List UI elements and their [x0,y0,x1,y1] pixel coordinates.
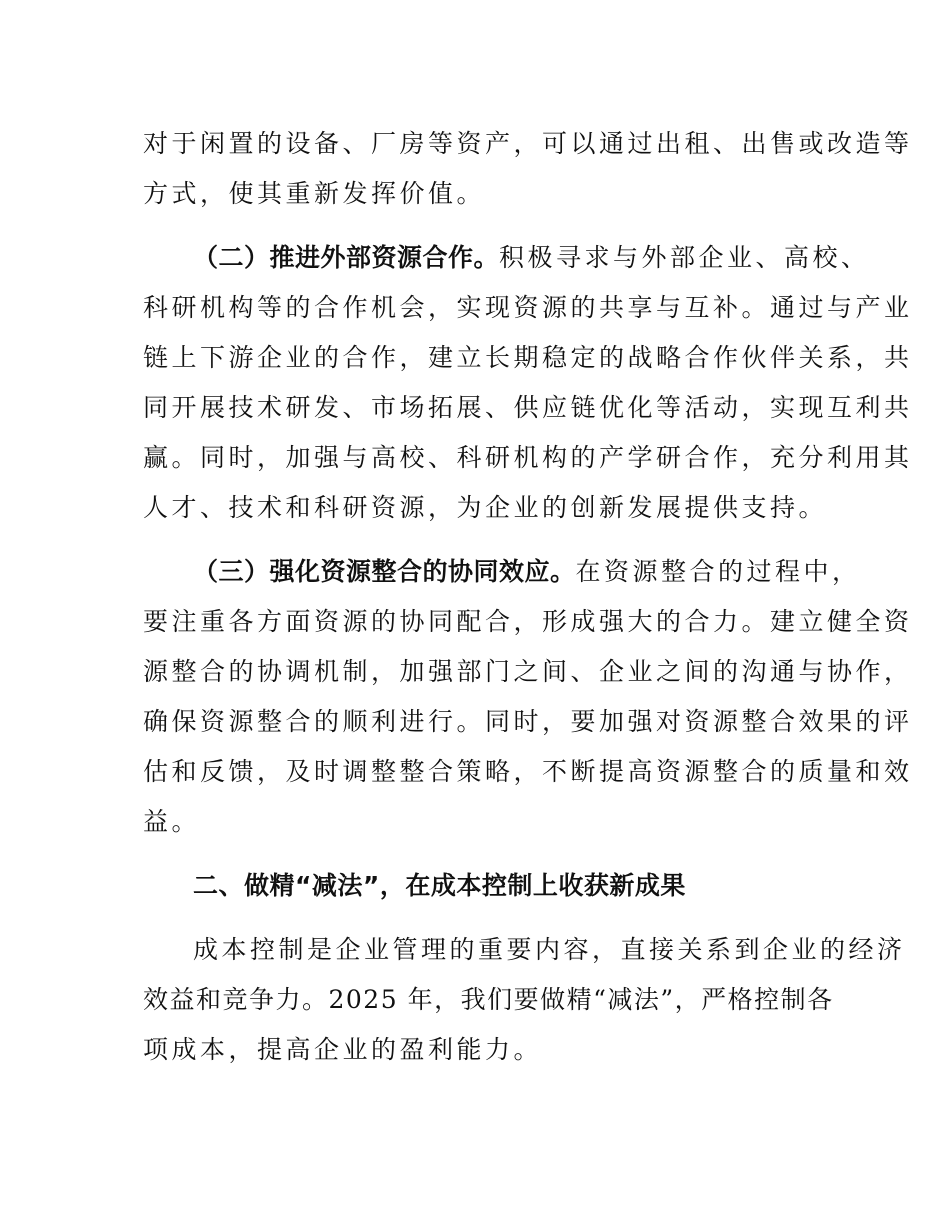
paragraph-line: 人才、技术和科研资源，为企业的创新发展提供支持。 [143,493,828,522]
paragraph-line: 源整合的协调机制，加强部门之间、企业之间的沟通与协作， [143,657,913,686]
paragraph-line: 效益和竞争力。2025 年，我们要做精“减法”，严格控制各 [143,985,834,1014]
paragraph-line: 同开展技术研发、市场拓展、供应链优化等活动，实现互利共 [143,393,913,422]
paragraph-text: 积极寻求与外部企业、高校、 [499,243,870,272]
paragraph-line: 科研机构等的合作机会，实现资源的共享与互补。通过与产业 [143,293,913,322]
paragraph-line: 估和反馈，及时调整整合策略，不断提高资源整合的质量和效 [143,757,913,786]
subsection-heading: （三）强化资源整合的协同效应。 [193,557,576,586]
paragraph-text: 在资源整合的过程中， [575,557,861,586]
subsection-heading: （二）推进外部资源合作。 [193,243,500,272]
paragraph-line: 确保资源整合的顺利进行。同时，要加强对资源整合效果的评 [143,707,913,736]
paragraph-line: 对于闲置的设备、厂房等资产，可以通过出租、出售或改造等 [143,129,913,158]
paragraph-line: 赢。同时，加强与高校、科研机构的产学研合作，充分利用其 [143,443,913,472]
paragraph-first-line [193,552,865,592]
paragraph-line: 要注重各方面资源的协同配合，形成强大的合力。建立健全资 [143,607,913,636]
section-heading: 二、做精“减法”，在成本控制上收获新成果 [193,871,686,900]
paragraph-line: 方式，使其重新发挥价值。 [143,179,486,208]
paragraph-line: 项成本，提高企业的盈利能力。 [143,1035,543,1064]
paragraph-line: 成本控制是企业管理的重要内容，直接关系到企业的经济 [193,935,906,964]
paragraph-line: 链上下游企业的合作，建立长期稳定的战略合作伙伴关系，共 [143,343,913,372]
paragraph-line: 益。 [143,807,201,836]
paragraph-first-line [193,238,870,278]
